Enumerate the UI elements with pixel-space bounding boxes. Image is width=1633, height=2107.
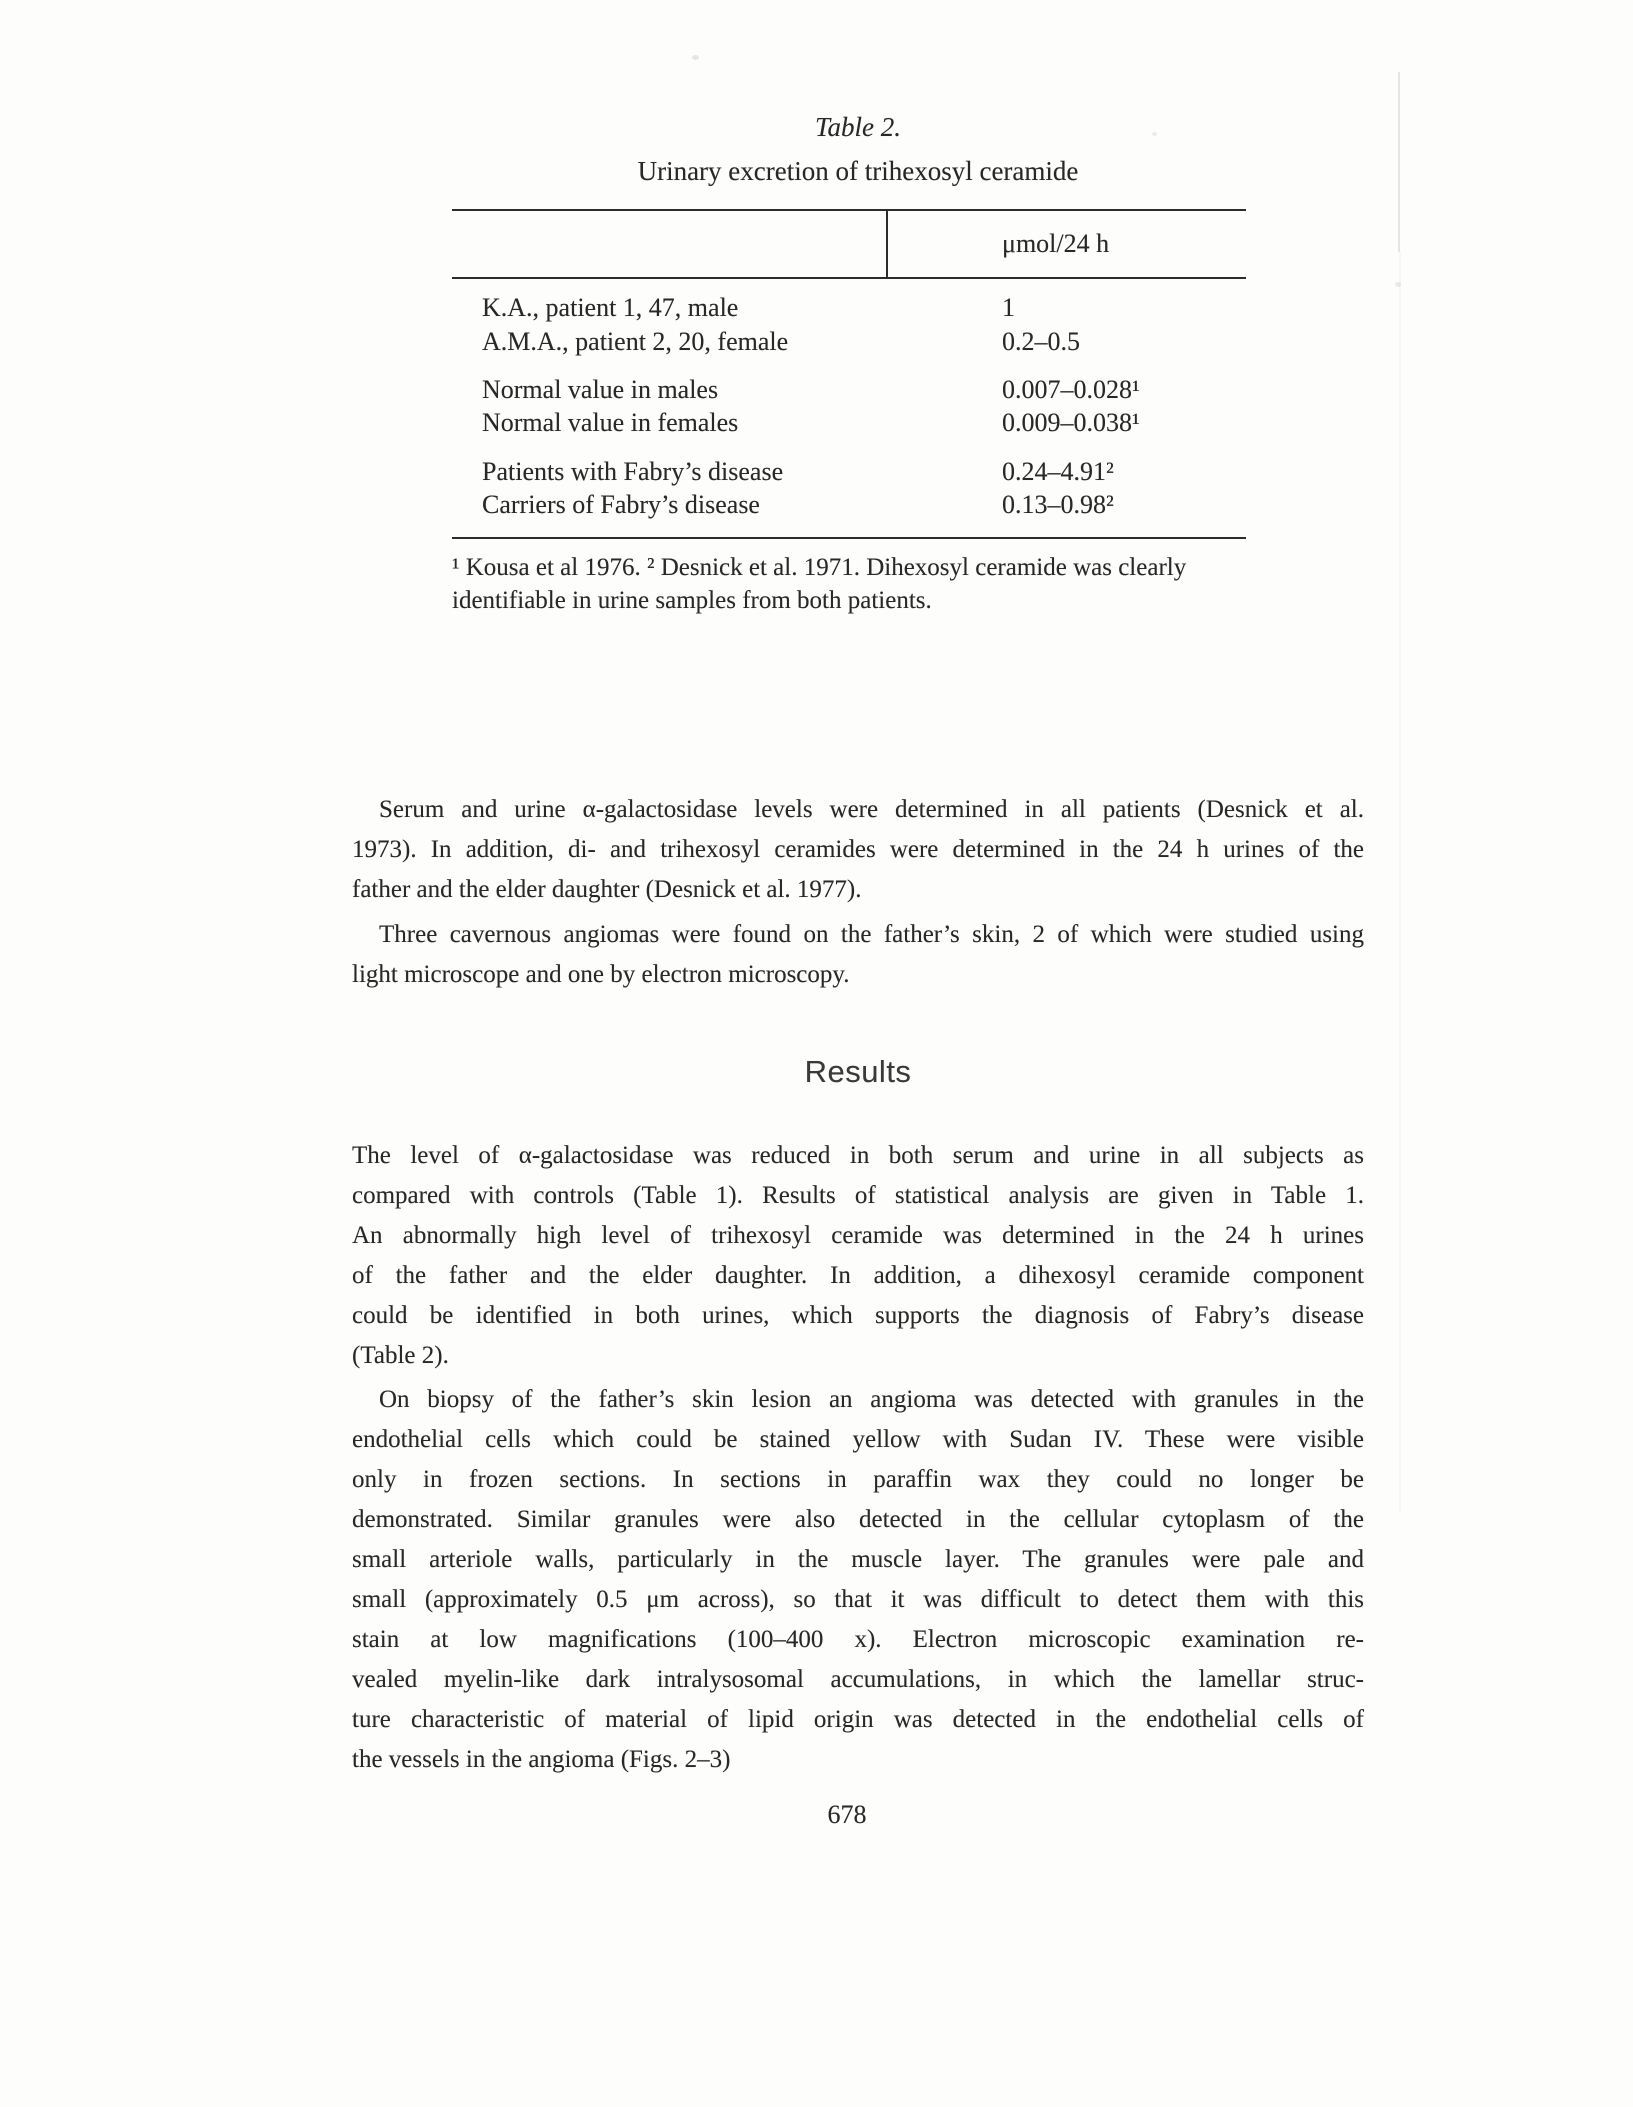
paragraph-line: small arteriole walls, particularly in the muscle layer. The granules were pale and xyxy=(352,1546,1364,1573)
paragraph-line: 1973). In addition, di- and trihexosyl ceramides were determined in the 24 h urines of the xyxy=(352,836,1364,863)
table-row xyxy=(452,375,1246,409)
paragraph-line: ture characteristic of material of lipid origin was detected in the endothelial cells of xyxy=(352,1706,1364,1733)
table-row-label: Patients with Fabry’s disease xyxy=(482,457,784,486)
paragraph-line: stain at low magnifications (100–400 x). Electron microscopic examination re- xyxy=(352,1626,1364,1653)
table-column-divider xyxy=(886,209,888,279)
paragraph-line: small (approximately 0.5 μm across), so that it was difficult to detect them with this xyxy=(352,1586,1364,1613)
table-rule-bottom xyxy=(452,537,1246,539)
paragraph-line: compared with controls (Table 1). Results of statistical analysis are given in Table 1. xyxy=(352,1182,1364,1209)
scan-artifact-line xyxy=(1398,72,1400,252)
paragraph-line: The level of α-galactosidase was reduced in both serum and urine in all subjects as xyxy=(352,1142,1364,1169)
table-row xyxy=(452,408,1246,442)
body-paragraph xyxy=(352,790,1364,910)
table-row xyxy=(452,327,1246,361)
paragraph-line: (Table 2). xyxy=(352,1342,449,1369)
paragraph-line: Three cavernous angiomas were found on the father’s skin, 2 of which were studied using xyxy=(379,921,1364,948)
paragraph-line: demonstrated. Similar granules were also detected in the cellular cytoplasm of the xyxy=(352,1506,1364,1533)
paragraph-line: endothelial cells which could be stained yellow with Sudan IV. These were visible xyxy=(352,1426,1364,1453)
scan-artifact-speck xyxy=(1395,282,1401,287)
table-row-label: Carriers of Fabry’s disease xyxy=(482,490,760,519)
table-unit-header: μmol/24 h xyxy=(1002,229,1110,258)
scan-artifact-speck xyxy=(692,55,699,60)
paragraph-line: of the father and the elder daughter. In addition, a dihexosyl ceramide component xyxy=(352,1262,1364,1289)
table-row-label: Normal value in males xyxy=(482,375,719,404)
table-row-value: 0.13–0.98² xyxy=(1002,490,1114,519)
body-paragraph xyxy=(352,1380,1364,1780)
footnote-line: identifiable in urine samples from both patients. xyxy=(452,587,932,614)
table-row-value: 1 xyxy=(1002,293,1015,322)
paragraph-line: On biopsy of the father’s skin lesion an angioma was detected with granules in the xyxy=(379,1386,1364,1413)
table-row-value: 0.2–0.5 xyxy=(1002,327,1080,356)
results-heading: Results xyxy=(804,1054,912,1089)
paragraph-line: light microscope and one by electron microscopy. xyxy=(352,961,850,988)
table-rule-header xyxy=(452,277,1246,279)
table-title: Urinary excretion of trihexosyl ceramide xyxy=(637,156,1079,186)
footnote-line: ¹ Kousa et al 1976. ² Desnick et al. 1971. Dihexosyl ceramide was clearly xyxy=(452,554,1187,581)
paragraph-line: vealed myelin-like dark intralysosomal accumulations, in which the lamellar struc- xyxy=(352,1666,1364,1693)
paragraph-line: Serum and urine α-galactosidase levels were determined in all patients (Desnick et al. xyxy=(379,796,1364,823)
table-row-label: Normal value in females xyxy=(482,408,739,437)
paragraph-line: only in frozen sections. In sections in paraffin wax they could no longer be xyxy=(352,1466,1364,1493)
table-footnote xyxy=(452,551,1262,617)
table-rule-top xyxy=(452,209,1246,211)
table-caption: Table 2. xyxy=(814,112,902,142)
paragraph-line: An abnormally high level of trihexosyl ceramide was determined in the 24 h urines xyxy=(352,1222,1364,1249)
data-table xyxy=(452,209,1246,539)
table-row xyxy=(452,457,1246,491)
paragraph-line: father and the elder daughter (Desnick et al. 1977). xyxy=(352,876,862,903)
table-row-value: 0.24–4.91² xyxy=(1002,457,1114,486)
page-number: 678 xyxy=(827,1800,867,1829)
table-row xyxy=(452,490,1246,524)
table-row-value: 0.009–0.038¹ xyxy=(1002,408,1140,437)
table-row-label: A.M.A., patient 2, 20, female xyxy=(482,327,789,356)
paragraph-line: the vessels in the angioma (Figs. 2–3) xyxy=(352,1746,731,1773)
body-paragraph xyxy=(352,915,1364,995)
table-row xyxy=(452,293,1246,327)
scan-artifact-line xyxy=(1399,252,1401,1512)
table-row-label: K.A., patient 1, 47, male xyxy=(482,293,739,322)
paragraph-line: could be identified in both urines, which supports the diagnosis of Fabry’s disease xyxy=(352,1302,1364,1329)
table-row-value: 0.007–0.028¹ xyxy=(1002,375,1140,404)
body-paragraph xyxy=(352,1136,1364,1376)
